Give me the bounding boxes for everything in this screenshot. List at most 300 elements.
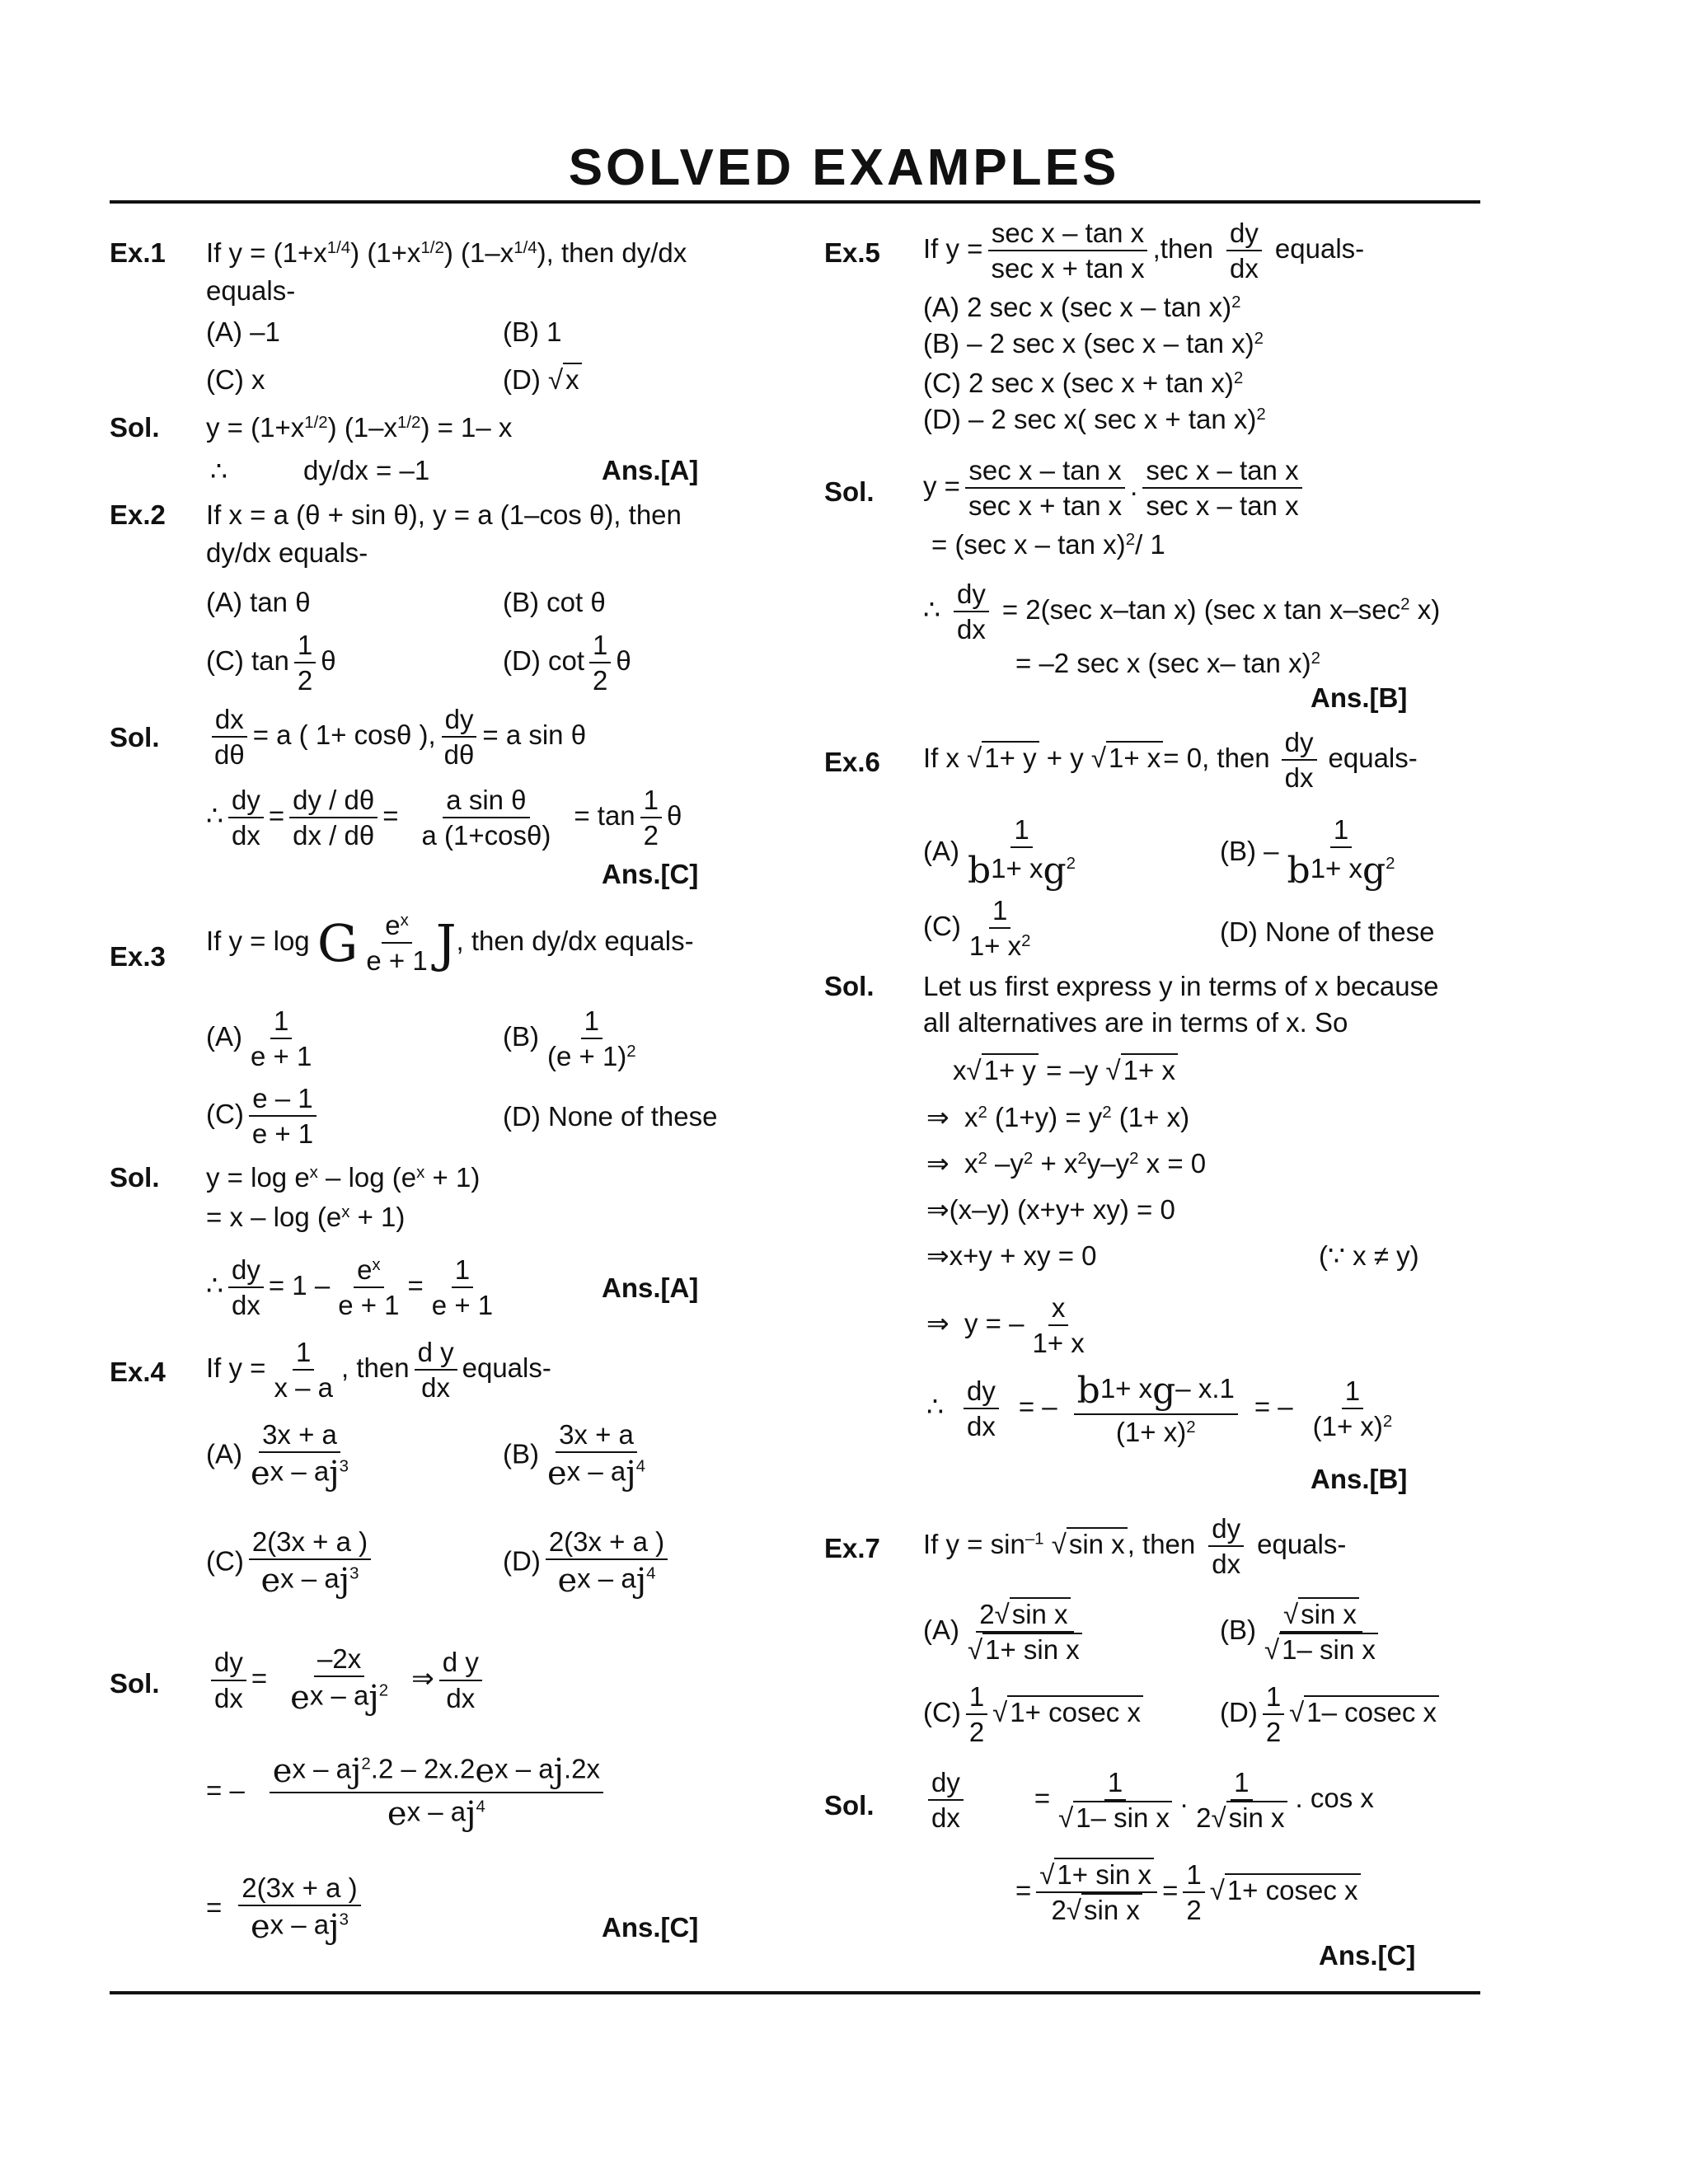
option-c <box>206 1525 376 1601</box>
option-label: (B) <box>1220 1614 1256 1645</box>
denominator <box>257 1560 362 1601</box>
s-text: y = – <box>964 1307 1025 1338</box>
denominator: 2 <box>297 665 313 696</box>
q-text: If y = (1+x <box>206 237 327 268</box>
fraction <box>270 1335 336 1405</box>
denominator <box>544 1453 649 1494</box>
denominator: e + 1 <box>366 945 428 977</box>
solution-note: (∵ x ≠ y) <box>1319 1240 1419 1271</box>
top-rule <box>110 200 1480 204</box>
q-text: ) (1–x <box>443 237 514 268</box>
fraction <box>964 1597 1085 1667</box>
bracket-glyph: b <box>968 850 992 893</box>
solution-line-1 <box>923 1765 1374 1835</box>
equals: = <box>1034 1782 1051 1813</box>
denominator: dx <box>1212 1549 1241 1580</box>
solution-line-2 <box>931 529 1165 560</box>
numerator: dx <box>212 702 247 738</box>
exp: 3 <box>349 1563 359 1583</box>
s-text: ) (1–x <box>327 412 398 443</box>
num-text: .2 – 2x.2 <box>370 1753 476 1784</box>
den-text: (e + 1) <box>547 1041 627 1072</box>
fraction <box>1284 813 1399 893</box>
q-text: = 0, then <box>1163 742 1270 773</box>
exp: 2 <box>978 1102 987 1122</box>
s-text: = –2 sec x (sec x– tan x) <box>1015 648 1311 678</box>
fraction <box>1074 1368 1238 1449</box>
denominator: 2 <box>593 665 608 696</box>
den-text: (1+ x) <box>1115 1417 1187 1447</box>
equals: = <box>382 799 399 831</box>
fraction <box>1142 453 1301 523</box>
fraction <box>249 1525 371 1601</box>
example-label: Ex.6 <box>824 747 880 777</box>
therefore-symbol: ∴ <box>923 593 940 625</box>
exp: 2 <box>1382 1411 1393 1431</box>
derivative <box>441 702 478 772</box>
exp: 1/4 <box>513 237 537 257</box>
exp: –1 <box>1025 1529 1044 1549</box>
derivative <box>228 1253 264 1323</box>
denominator: 2√sin x <box>1193 1801 1290 1835</box>
numerator: 1 <box>1342 1374 1363 1409</box>
fraction-half <box>966 1680 987 1750</box>
option-label: (D) <box>1220 1696 1258 1727</box>
exp: 1/2 <box>397 412 421 432</box>
coeff: 2 <box>1051 1895 1067 1926</box>
exp: 2 <box>1129 1148 1139 1168</box>
implies-symbol: ⇒ <box>926 1240 950 1271</box>
option-label: (C) <box>206 1545 244 1577</box>
radicand: 1+ y <box>982 741 1039 773</box>
exp: 2 <box>1066 854 1076 874</box>
bracket-glyph: g <box>1362 850 1386 893</box>
question-cont: equals- <box>206 275 296 306</box>
denominator: 2 <box>1186 1895 1202 1926</box>
fraction <box>1193 1765 1290 1835</box>
derivative <box>211 1645 246 1715</box>
fraction <box>987 216 1147 286</box>
numerator: 3x + a <box>556 1418 637 1453</box>
fraction <box>287 1642 392 1718</box>
option-label: (C) <box>206 1098 244 1129</box>
exp: x <box>416 1162 425 1182</box>
num-text: x – a <box>292 1753 352 1784</box>
q-text: equals- <box>462 1352 551 1383</box>
exp: 1/2 <box>304 412 328 432</box>
denominator: e + 1 <box>431 1290 494 1321</box>
radicand: x <box>563 363 582 395</box>
solution-label: Sol. <box>824 476 874 507</box>
exp: 2 <box>626 1042 636 1061</box>
bracket-glyph: e <box>290 1679 310 1718</box>
numerator: 2(3x + a ) <box>238 1871 360 1906</box>
s-text: = (sec x – tan x) <box>931 529 1126 560</box>
fraction <box>544 1418 649 1494</box>
den-text: x – a <box>270 1909 330 1940</box>
option-label: (C) <box>923 1696 961 1727</box>
numerator: 1 <box>1231 1765 1252 1801</box>
option-a <box>923 813 1084 893</box>
derivative <box>1226 216 1262 286</box>
solution-line-4 <box>1015 648 1320 679</box>
option-d: (D) $\frac{1}{2}$ √1– cosec x <box>1220 1680 1439 1750</box>
numerator: dy <box>964 1374 999 1409</box>
fraction <box>335 1253 402 1323</box>
option-label: (C) tan <box>206 644 289 676</box>
radicand: 1+ x <box>1106 741 1163 773</box>
radicand: 1– sin x <box>1073 1801 1172 1833</box>
denominator: dx <box>421 1372 451 1404</box>
option-c: (C) x <box>206 364 265 395</box>
denominator <box>247 1453 352 1494</box>
exp: 2 <box>1186 1417 1196 1436</box>
s-text: = tan <box>574 799 635 831</box>
bracket-glyph: e <box>557 1562 578 1601</box>
s-text: (1+ x) <box>1111 1102 1190 1132</box>
fraction <box>1310 1374 1396 1444</box>
numerator: sec x – tan x <box>965 453 1124 489</box>
therefore-symbol: ∴ <box>210 456 227 486</box>
exp: 1/4 <box>326 237 351 257</box>
numerator: dy <box>211 1645 246 1680</box>
den-text: x – a <box>280 1563 340 1594</box>
numerator: d y <box>439 1645 482 1680</box>
denominator: a (1+cosθ) <box>421 820 551 851</box>
s-text: + 1) <box>349 1202 406 1232</box>
denominator: dθ <box>214 739 245 771</box>
bracket-glyph: e <box>547 1455 567 1493</box>
option-c <box>923 893 1039 963</box>
coeff: 2 <box>1196 1802 1212 1834</box>
numerator: 1 <box>581 1004 603 1039</box>
exp: x <box>309 1162 318 1182</box>
numerator: dy <box>228 1253 264 1288</box>
den-text: x – a <box>309 1680 369 1711</box>
den-text: (1+ x) <box>1312 1411 1383 1442</box>
bracket-glyph: b <box>1076 1370 1100 1412</box>
q-text: ), then dy/dx <box>537 237 687 268</box>
numerator: 1 <box>989 893 1010 929</box>
fraction <box>238 1871 360 1947</box>
numerator: 1 <box>966 1680 987 1715</box>
bracket-glyph: e <box>475 1752 495 1790</box>
numerator: dy / dθ <box>289 783 377 818</box>
option-text: (A) 2 sec x (sec x – tan x) <box>923 292 1232 322</box>
denominator <box>544 1039 640 1073</box>
numerator <box>270 1750 603 1793</box>
answer: Ans.[C] <box>602 859 699 889</box>
exp: 2 <box>1400 594 1410 614</box>
fraction <box>247 1418 352 1494</box>
fraction <box>966 893 1034 963</box>
theta: θ <box>321 644 336 676</box>
exp: 2 <box>1254 328 1264 348</box>
den-text: x – a <box>566 1455 626 1487</box>
numerator: dy <box>954 577 989 612</box>
bracket-glyph: j <box>339 1562 350 1601</box>
numerator: dy <box>1208 1511 1244 1547</box>
bracket-glyph: j <box>329 1455 340 1493</box>
radicand: sin x <box>1010 1597 1071 1629</box>
fraction-half <box>640 783 662 853</box>
option-label: (B) <box>503 1438 539 1469</box>
option-d <box>503 1525 673 1601</box>
therefore-symbol: ∴ <box>206 799 223 831</box>
bracket-glyph: j <box>553 1752 565 1790</box>
option-a <box>206 1004 320 1074</box>
numerator: 1 <box>589 628 611 663</box>
theta: θ <box>667 799 682 831</box>
equals: = <box>1162 1874 1179 1905</box>
exp: x <box>400 910 409 930</box>
numerator: dy <box>1282 725 1317 761</box>
num-text: x – a <box>495 1753 554 1784</box>
bracket-glyph: j <box>351 1752 362 1790</box>
denominator: dx <box>931 1802 960 1834</box>
exp: x <box>341 1202 350 1221</box>
s-text: x+y + xy = 0 <box>949 1240 1097 1271</box>
s-text: (1+y) = y <box>987 1102 1103 1132</box>
q-text: ,then <box>1152 232 1214 264</box>
bracket-glyph: j <box>329 1908 340 1947</box>
derivative <box>1208 1511 1244 1582</box>
option-label: (A) <box>206 1020 242 1052</box>
s-text: y = log e <box>206 1162 310 1193</box>
denominator: e + 1 <box>251 1118 314 1150</box>
equals: = <box>407 1269 424 1301</box>
denominator: dx <box>214 1682 243 1713</box>
s-text: y = (1+x <box>206 412 305 443</box>
radicand: 1– cosec x <box>1304 1695 1439 1727</box>
question <box>206 908 694 978</box>
derivative <box>211 702 248 772</box>
equals: = <box>251 1662 268 1694</box>
solution-label: Sol. <box>824 971 874 1001</box>
s-text: – log (e <box>317 1162 417 1193</box>
radicand: 1+ y <box>982 1053 1039 1085</box>
numerator: 2(3x + a ) <box>546 1525 668 1560</box>
bracket-glyph: b <box>1287 850 1311 893</box>
s-text: –y <box>987 1148 1024 1179</box>
exp: 4 <box>646 1563 656 1583</box>
radicand: sin x <box>1067 1527 1128 1559</box>
solution-label: Sol. <box>824 1790 874 1821</box>
option-label: (C) <box>923 910 961 941</box>
s-text: x = 0 <box>1138 1148 1207 1179</box>
exp: 2 <box>378 1680 389 1700</box>
solution-line-1: x√1+ y = –y √1+ x <box>953 1055 1178 1086</box>
option-d: (D) √x <box>503 364 582 396</box>
denominator: 2 <box>1265 1717 1282 1748</box>
q-text: , then <box>341 1352 410 1383</box>
fraction <box>249 1081 316 1151</box>
solution-label: Sol. <box>110 412 160 443</box>
solution-line-2 <box>206 1750 608 1835</box>
denominator: e + 1 <box>338 1290 400 1321</box>
solution-line-2: dy/dx = –1 <box>303 455 430 485</box>
exp: 2 <box>1231 292 1241 312</box>
numerator <box>1074 1368 1238 1415</box>
q-text: equals- <box>1328 742 1418 773</box>
bracket-glyph: e <box>387 1795 407 1833</box>
bracket-glyph: j <box>368 1679 379 1718</box>
solution-line-6 <box>926 1291 1093 1361</box>
option-b <box>1220 1597 1386 1667</box>
option-a: (A) tan θ <box>206 587 311 617</box>
fraction <box>1055 1765 1175 1835</box>
den-text: x – a <box>406 1796 467 1827</box>
denominator: dx <box>232 820 260 851</box>
denominator <box>384 1793 489 1835</box>
numerator: d y <box>415 1335 457 1371</box>
numerator: 1 <box>293 1335 314 1371</box>
denominator: dx <box>957 614 986 645</box>
equals: = – <box>1254 1390 1293 1422</box>
implies-symbol: ⇒ <box>411 1662 434 1694</box>
denominator: √1– sin x <box>1261 1633 1381 1666</box>
exp: 2 <box>1256 404 1266 424</box>
solution-text-1: Let us first express y in terms of x because <box>923 971 1439 1001</box>
num-text: 1+ x <box>1100 1373 1153 1404</box>
fraction <box>964 813 1079 893</box>
radicand: sin x <box>1298 1597 1359 1629</box>
derivative <box>954 577 989 647</box>
bracket-glyph: e <box>250 1908 270 1947</box>
numerator <box>382 908 412 944</box>
answer: Ans.[A] <box>602 455 699 485</box>
fraction <box>247 1004 315 1074</box>
s-text: = a sin θ <box>482 719 587 750</box>
radicand: sin x <box>1081 1893 1142 1925</box>
denominator: 2 <box>643 820 659 851</box>
s-text: + 1) <box>424 1162 481 1193</box>
numerator: sec x – tan x <box>988 216 1147 251</box>
option-c <box>923 368 1243 399</box>
den-text: x – a <box>577 1563 636 1594</box>
solution-label: Sol. <box>110 1668 160 1699</box>
q-text: , then <box>1127 1528 1196 1559</box>
numerator: 1 <box>1183 1858 1204 1893</box>
solution-line-4 <box>926 1193 1175 1226</box>
answer: Ans.[C] <box>602 1912 699 1943</box>
solution-line-3 <box>206 1871 366 1947</box>
fraction <box>270 1750 603 1835</box>
radicand: 1+ cosec x <box>1225 1873 1361 1905</box>
derivative <box>964 1374 999 1444</box>
solution-line-1 <box>206 412 512 443</box>
numerator: dy <box>928 1765 964 1801</box>
numerator: –2x <box>314 1642 364 1677</box>
s-text: + x <box>1033 1148 1078 1179</box>
fraction <box>1261 1597 1381 1667</box>
s-text: x <box>953 1055 967 1085</box>
fraction <box>289 783 377 853</box>
equals: = <box>1015 1874 1032 1905</box>
implies-symbol: ⇒ <box>926 1307 950 1338</box>
s-text: y–y <box>1086 1148 1130 1179</box>
derivative <box>439 1645 482 1715</box>
solution-line-3 <box>926 1147 1206 1179</box>
solution-line-3 <box>206 1253 501 1323</box>
option-a <box>923 292 1240 323</box>
q-text: , then dy/dx equals- <box>456 925 694 956</box>
denominator: sec x + tan x <box>991 253 1145 284</box>
denominator: 1+ x <box>1032 1328 1085 1359</box>
q-text: equals- <box>1257 1528 1347 1559</box>
numerator: 2(3x + a ) <box>249 1525 371 1560</box>
equals: = – <box>206 1774 245 1806</box>
implies-symbol: ⇒ <box>926 1148 950 1179</box>
option-label: (D) cot <box>503 644 584 676</box>
numerator: 3x + a <box>259 1418 340 1453</box>
exp: 1/2 <box>420 237 444 257</box>
therefore-symbol: ∴ <box>206 1269 223 1301</box>
fraction <box>429 1253 496 1323</box>
option-text: (D) – 2 sec x( sec x + tan x) <box>923 404 1257 434</box>
denominator: 2 <box>968 1717 985 1748</box>
equals: = <box>268 799 285 831</box>
q-text: If y = <box>923 232 983 264</box>
option-label: (A) <box>923 1614 959 1645</box>
example-label: Ex.1 <box>110 237 166 268</box>
solution-label: Sol. <box>110 722 160 752</box>
numerator: √sin x <box>1280 1597 1362 1633</box>
num-text: e <box>357 1254 373 1285</box>
option-d <box>923 404 1266 435</box>
theta: θ <box>616 644 631 676</box>
denominator: √1– sin x <box>1055 1801 1175 1835</box>
numerator: dy <box>1226 216 1262 251</box>
numerator: 1 <box>270 1004 292 1039</box>
solution-line-2 <box>206 783 682 853</box>
bracket-glyph: j <box>635 1562 647 1601</box>
option-b: (B) 1 <box>503 316 562 347</box>
question: If x = a (θ + sin θ), y = a (1–cos θ), then <box>206 499 682 530</box>
exp: 2 <box>1021 931 1031 950</box>
fraction-half <box>1183 1858 1204 1928</box>
numerator: x <box>1048 1291 1069 1326</box>
q-text: equals- <box>1274 232 1365 264</box>
radicand: 1+ x <box>1121 1053 1178 1085</box>
option-label: (A) <box>206 1438 242 1469</box>
solution-text-2: all alternatives are in terms of x. So <box>923 1007 1348 1038</box>
exp: 2 <box>1386 854 1395 874</box>
s-text: x) <box>1409 593 1441 625</box>
exp: 2 <box>1102 1102 1112 1122</box>
s-text: = a ( 1+ cosθ ), <box>252 719 436 750</box>
denominator: 2√sin x <box>1048 1893 1146 1927</box>
s-text: . cos x <box>1295 1782 1374 1813</box>
page-title: SOLVED EXAMPLES <box>568 139 1120 196</box>
numerator: 1 <box>1010 813 1032 848</box>
derivative <box>928 1765 964 1835</box>
denominator: √1+ sin x <box>964 1633 1085 1666</box>
question: If x √1+ y + y √1+ x= 0, then $\frac{dy}{dx}$ equals- <box>923 725 1418 795</box>
example-label: Ex.4 <box>110 1357 166 1387</box>
left-bracket-glyph: G <box>316 912 359 973</box>
option-label: (B) – <box>1220 835 1279 866</box>
q-text: If x <box>923 742 960 773</box>
numerator: 1 <box>1330 813 1352 848</box>
solution-line-1 <box>206 702 586 772</box>
denominator: sec x – tan x <box>1146 490 1299 522</box>
example-label: Ex.3 <box>110 941 166 972</box>
fraction <box>546 1525 668 1601</box>
numerator: 1 <box>640 783 662 818</box>
exp: 2 <box>1233 368 1244 387</box>
option-a <box>923 1597 1090 1667</box>
